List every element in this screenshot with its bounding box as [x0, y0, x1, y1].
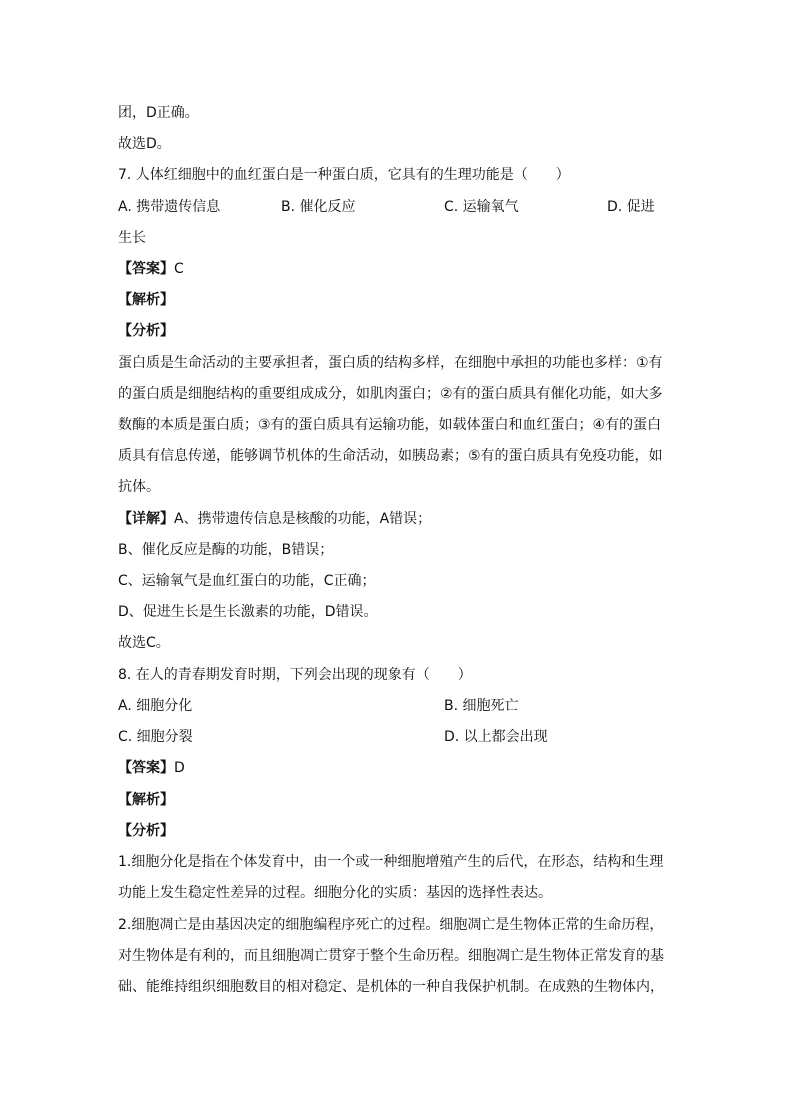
q8-option-b: B. 细胞死亡 — [444, 698, 519, 714]
q7-answer — [118, 259, 184, 279]
q7-option-d: D. 促进 — [607, 199, 655, 215]
q8-answer — [118, 758, 185, 778]
text-line: 团，D正确。 — [118, 105, 199, 121]
question-8-stem: 8. 在人的青春期发育时期，下列会出现的现象有（ ） — [118, 667, 472, 683]
q7-option-c: C. 运输氧气 — [444, 199, 519, 215]
paragraph-line: 的蛋白质是细胞结构的重要组成成分，如肌肉蛋白；②有的蛋白质具有催化功能，如大多 — [118, 386, 663, 402]
paragraph-line: C、运输氧气是血红蛋白的功能，C正确； — [118, 573, 376, 589]
paragraph-line: 功能上发生稳定性差异的过程。细胞分化的实质：基因的选择性表达。 — [118, 885, 552, 901]
paragraph-line: 对生物体是有利的，而且细胞凋亡贯穿于整个生命历程。细胞凋亡是生物体正常发育的基 — [118, 948, 664, 964]
q8-option-d: D. 以上都会出现 — [444, 729, 548, 745]
answer-value: C — [174, 261, 184, 277]
answer-label: 【答案】 — [118, 261, 174, 277]
q7-detail-line — [118, 509, 431, 529]
q8-option-a: A. 细胞分化 — [118, 698, 193, 714]
question-7-stem: 7. 人体红细胞中的血红蛋白是一种蛋白质，它具有的生理功能是（ ） — [118, 167, 570, 183]
q7-option-d-continued: 生长 — [118, 230, 146, 246]
paragraph-line: 蛋白质是生命活动的主要承担者，蛋白质的结构多样，在细胞中承担的功能也多样：①有 — [118, 355, 663, 371]
detail-label: 【详解】 — [118, 511, 174, 527]
q8-analysis-label: 【解析】 — [118, 792, 174, 808]
paragraph-line: 2.细胞凋亡是由基因决定的细胞编程序死亡的过程。细胞凋亡是生物体正常的生命历程， — [118, 917, 664, 933]
q8-option-c: C. 细胞分裂 — [118, 729, 193, 745]
paragraph-line: B、催化反应是酶的功能，B错误； — [118, 542, 334, 558]
q7-choose: 故选C。 — [118, 635, 170, 651]
paragraph-line: 抗体。 — [118, 479, 160, 495]
q7-option-a: A. 携带遗传信息 — [118, 199, 221, 215]
text-line: 故选D。 — [118, 136, 171, 152]
answer-value: D — [174, 760, 185, 776]
paragraph-line: 础、能维持组织细胞数目的相对稳定、是机体的一种自我保护机制。在成熟的生物体内， — [118, 979, 664, 995]
paragraph-line: 1.细胞分化是指在个体发育中，由一个或一种细胞增殖产生的后代，在形态，结构和生理 — [118, 854, 664, 870]
detail-text: A、携带遗传信息是核酸的功能，A错误； — [174, 511, 432, 527]
q7-fenxi-label: 【分析】 — [118, 323, 174, 339]
paragraph-line: 数酶的本质是蛋白质；③有的蛋白质具有运输功能，如载体蛋白和血红蛋白；④有的蛋白 — [118, 417, 662, 433]
paragraph-line: D、促进生长是生长激素的功能，D错误。 — [118, 604, 378, 620]
q7-analysis-label: 【解析】 — [118, 292, 174, 308]
answer-label: 【答案】 — [118, 760, 174, 776]
q8-fenxi-label: 【分析】 — [118, 823, 174, 839]
q7-option-b: B. 催化反应 — [281, 199, 356, 215]
paragraph-line: 质具有信息传递，能够调节机体的生命活动，如胰岛素；⑤有的蛋白质具有免疫功能，如 — [118, 448, 663, 464]
